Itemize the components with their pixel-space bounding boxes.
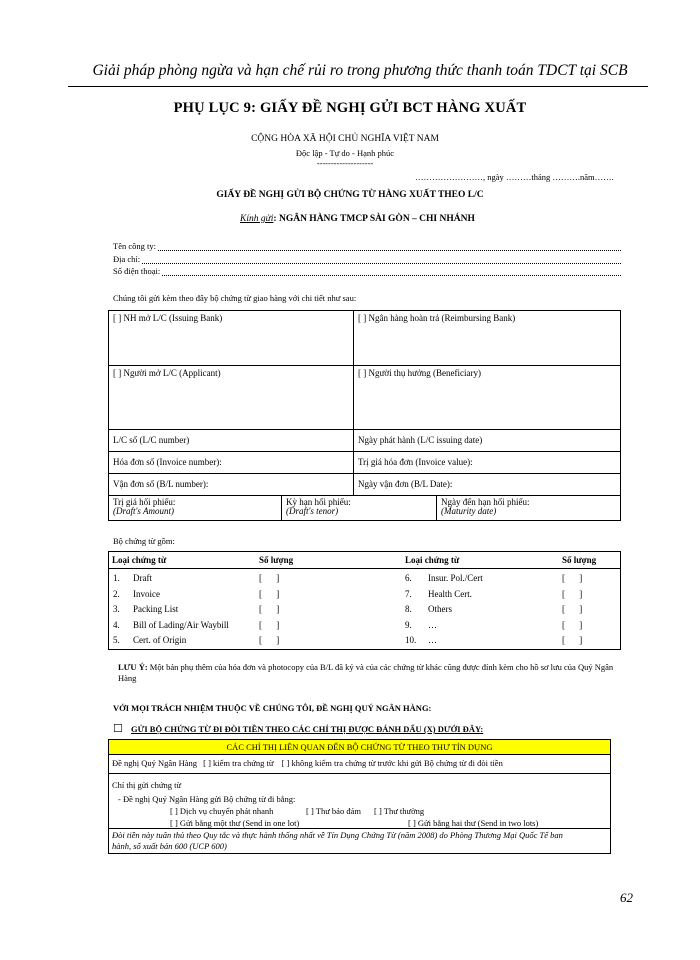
lc-number-cell[interactable] <box>108 429 354 452</box>
send-option-label: GỬI BỘ CHỨNG TỪ ĐI ĐÒI TIỀN THEO CÁC CHỈ THỊ ĐƯỢC ĐÁNH DẤU (X) DƯỚI ĐÂY: <box>131 724 484 734</box>
doc-item-number: 2. <box>113 588 120 599</box>
maturity-date-en: (Maturity date) <box>441 506 497 516</box>
company-name-field[interactable] <box>113 241 621 251</box>
addressee-value: : NGÂN HÀNG TMCP SÀI GÒN – CHI NHÁNH <box>273 214 475 224</box>
lc-number-label: L/C số (L/C number) <box>113 435 190 445</box>
appendix-title: PHỤ LỤC 9: GIẤY ĐỀ NGHỊ GỬI BCT HÀNG XUẤT <box>173 100 527 116</box>
doc-item-number: 7. <box>405 588 412 599</box>
doc-item-number: 5. <box>113 635 120 645</box>
doc-item-name: Health Cert. <box>428 588 472 599</box>
draft-tenor-cell[interactable] <box>281 495 437 521</box>
doc-item-number: 4. <box>113 619 120 630</box>
doc-item-name: Others <box>428 604 452 614</box>
doc-item-number: 6. <box>405 573 412 583</box>
issuing-bank-label: [ ] NH mở L/C (Issuing Bank) <box>113 313 223 323</box>
intro-text: Chúng tôi gửi kèm theo đây bộ chứng từ giao hàng với chi tiết như sau: <box>113 293 357 303</box>
documents-header-rule <box>108 568 621 569</box>
lc-date-cell[interactable] <box>353 429 621 452</box>
invoice-number-cell[interactable] <box>108 451 354 474</box>
two-lots-option[interactable]: [ ] Gửi bằng hai thư (Send in two lots) <box>408 818 539 828</box>
phone-field[interactable] <box>113 266 621 276</box>
doc-item-qty-checkbox[interactable]: [ ] <box>562 619 589 630</box>
ucp-footnote: Đòi tiền này tuân thủ theo Quy tắc và thực hành thống nhất về Tín Dụng Chứng Từ (năm 2008) do Phòng Thương Mại Quốc Tế ban hành, số xuất bản 600 (UCP 600) <box>112 830 563 851</box>
phone-blank[interactable] <box>162 266 621 276</box>
motto-rule: -------------------- <box>316 158 374 168</box>
address-field[interactable] <box>113 254 621 264</box>
reimbursing-bank-label: [ ] Ngân hàng hoàn trả (Reimbursing Bank) <box>358 313 516 323</box>
instructions-table-title: CÁC CHỈ THỊ LIÊN QUAN ĐẾN BỘ CHỨNG TỪ THEO THƯ TÍN DỤNG <box>109 740 610 755</box>
doc-item-name: … <box>428 619 437 630</box>
address-label: Địa chỉ: <box>113 254 141 264</box>
doc-item-name: Bill of Lading/Air Waybill <box>133 619 229 630</box>
doc-col-type-right: Loại chứng từ <box>405 555 460 565</box>
applicant-label: [ ] Người mở L/C (Applicant) <box>113 368 221 378</box>
check-request-row <box>112 758 503 768</box>
doc-item-qty-checkbox[interactable]: [ ] <box>562 588 589 599</box>
addressee <box>240 214 540 224</box>
send-option[interactable] <box>113 722 483 735</box>
date-line: ……………………, ngày ………tháng ……….năm……. <box>415 172 614 182</box>
page-number: 62 <box>620 890 633 905</box>
documents-caption: Bộ chứng từ gồm: <box>113 536 175 546</box>
draft-tenor-label: Kỳ hạn hối phiếu: <box>286 497 351 507</box>
request-prefix: Đề nghị Quý Ngân Hàng <box>112 758 197 768</box>
doc-item-qty-checkbox[interactable]: [ ] <box>259 573 286 583</box>
address-blank[interactable] <box>142 254 621 264</box>
company-name-label: Tên công ty: <box>113 241 156 251</box>
instructions-divider-2 <box>109 828 610 829</box>
doc-item-name: Insur. Pol./Cert <box>428 573 483 583</box>
doc-item-qty-checkbox[interactable]: [ ] <box>259 604 286 614</box>
send-request: - Đề nghị Quý Ngân Hàng gửi Bộ chứng từ đi bằng: <box>118 794 296 804</box>
draft-amount-label: Trị giá hối phiếu: <box>113 497 176 507</box>
bl-number-label: Vận đơn số (B/L number): <box>113 479 209 489</box>
doc-item-name: Invoice <box>133 588 160 599</box>
draft-amount-cell[interactable] <box>108 495 282 521</box>
doc-item-number: 10. <box>405 635 417 645</box>
republic-name: CỘNG HÒA XÃ HỘI CHỦ NGHĨA VIỆT NAM <box>251 134 439 144</box>
note-text: Một bản phụ thêm của hóa đơn và photocopy của B/L đã ký và của các chứng từ khác cũng được đính kèm cho hồ sơ lưu của Quý Ngân Hàng <box>118 662 614 683</box>
doc-item-number: 8. <box>405 604 412 614</box>
registered-mail-option[interactable]: [ ] Thư bảo đảm <box>306 806 361 816</box>
doc-item-qty-checkbox[interactable]: [ ] <box>259 588 286 599</box>
doc-item-qty-checkbox[interactable]: [ ] <box>562 573 589 583</box>
note <box>118 662 623 684</box>
doc-item-number: 1. <box>113 573 120 583</box>
doc-col-qty-right: Số lượng <box>562 555 597 565</box>
doc-item-qty-checkbox[interactable]: [ ] <box>259 619 286 630</box>
doc-item-number: 9. <box>405 619 412 630</box>
one-lot-option[interactable]: [ ] Gửi bằng một thư (Send in one lot) <box>170 818 300 828</box>
addressee-label: Kính gửi <box>240 214 274 224</box>
draft-tenor-en: (Draft's tenor) <box>286 506 339 516</box>
invoice-value-cell[interactable] <box>353 451 621 474</box>
courier-option[interactable]: [ ] Dịch vụ chuyển phát nhanh <box>170 806 274 816</box>
national-motto: Độc lập - Tự do - Hạnh phúc <box>295 148 395 158</box>
check-docs-option[interactable]: [ ] kiểm tra chứng từ <box>203 758 274 768</box>
doc-item-qty-checkbox[interactable]: [ ] <box>562 604 589 614</box>
send-option-checkbox[interactable]: ☐ <box>113 723 123 735</box>
beneficiary-cell[interactable] <box>353 365 621 430</box>
lc-date-label: Ngày phát hành (L/C issuing date) <box>358 435 483 445</box>
send-instruction-label: Chỉ thị gửi chứng từ <box>112 780 182 790</box>
applicant-cell[interactable] <box>108 365 354 430</box>
doc-item-name: … <box>428 635 437 645</box>
maturity-date-cell[interactable] <box>436 495 621 521</box>
draft-amount-en: (Draft's Amount) <box>113 506 175 516</box>
doc-col-type-left: Loại chứng từ <box>112 555 167 565</box>
doc-item-name: Draft <box>133 573 152 583</box>
doc-item-qty-checkbox[interactable]: [ ] <box>562 635 589 645</box>
bl-date-cell[interactable] <box>353 473 621 496</box>
running-header: Giải pháp phòng ngừa và hạn chế rủi ro trong phương thức thanh toán TDCT tại SCB <box>92 62 628 79</box>
header-divider <box>68 86 648 87</box>
doc-col-qty-left: Số lượng <box>259 555 294 565</box>
phone-label: Số điện thoại: <box>113 266 161 276</box>
doc-item-qty-checkbox[interactable]: [ ] <box>259 635 286 645</box>
doc-item-name: Cert. of Origin <box>133 635 187 645</box>
instructions-heading: VỚI MỌI TRÁCH NHIỆM THUỘC VỀ CHÚNG TÔI, ĐỀ NGHỊ QUÝ NGÂN HÀNG: <box>113 703 432 713</box>
reimbursing-bank-cell[interactable] <box>353 310 621 366</box>
maturity-date-label: Ngày đến hạn hối phiếu: <box>441 497 530 507</box>
invoice-number-label: Hóa đơn số (Invoice number): <box>113 457 222 467</box>
no-check-docs-option[interactable]: [ ] không kiểm tra chứng từ trước khi gửi Bộ chứng từ đi đòi tiền <box>281 758 503 768</box>
issuing-bank-cell[interactable] <box>108 310 354 366</box>
doc-item-name: Packing List <box>133 604 179 614</box>
invoice-value-label: Trị giá hóa đơn (Invoice value): <box>358 457 473 467</box>
company-name-blank[interactable] <box>158 241 621 251</box>
note-label: LƯU Ý: <box>118 662 148 672</box>
doc-item-number: 3. <box>113 604 120 614</box>
instructions-divider-1 <box>109 773 610 774</box>
form-title: GIẤY ĐỀ NGHỊ GỬI BỘ CHỨNG TỪ HÀNG XUẤT THEO L/C <box>216 190 484 200</box>
bl-number-cell[interactable] <box>108 473 354 496</box>
beneficiary-label: [ ] Người thụ hưởng (Beneficiary) <box>358 368 481 378</box>
bl-date-label: Ngày vận đơn (B/L Date): <box>358 479 453 489</box>
regular-mail-option[interactable]: [ ] Thư thường <box>374 806 425 816</box>
